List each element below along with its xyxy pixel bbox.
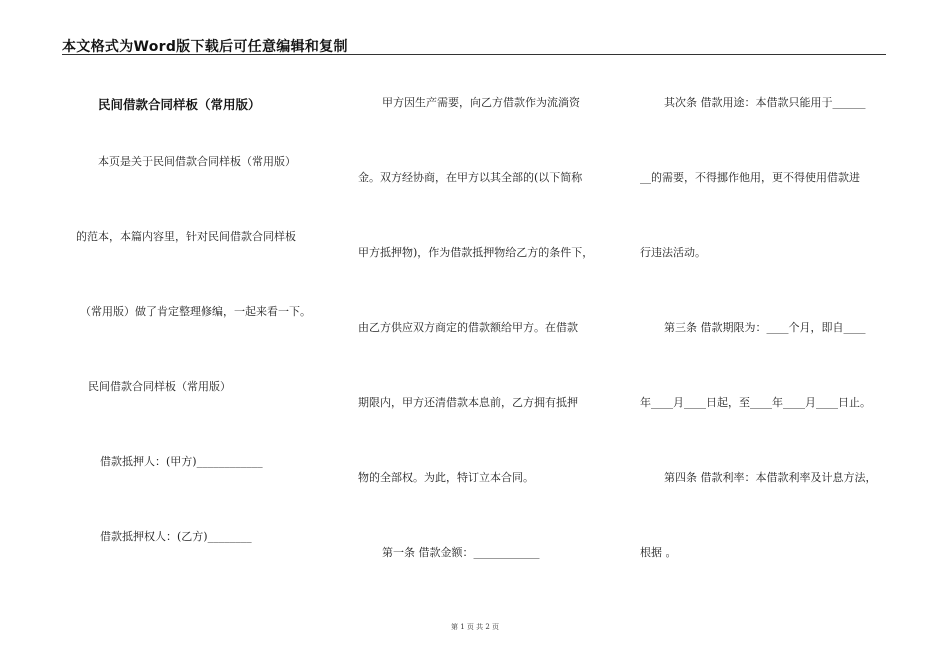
text-line: 的范本，本篇内容里，针对民间借款合同样板 bbox=[76, 230, 296, 243]
text-line: 第四条 借款利率：本借款利率及计息方法， bbox=[664, 471, 877, 484]
text-line: 由乙方供应双方商定的借款额给甲方。在借款 bbox=[358, 321, 578, 334]
text-line: 金。双方经协商，在甲方以其全部的(以下简称 bbox=[358, 171, 583, 184]
text-line: 本页是关于民间借款合同样板（常用版） bbox=[98, 155, 296, 168]
text-line: 甲方抵押物)，作为借款抵押物给乙方的条件下， bbox=[358, 246, 594, 259]
header-divider bbox=[62, 54, 886, 55]
text-line: 甲方因生产需要，向乙方借款作为流淌资 bbox=[382, 96, 580, 109]
document-header: 本文格式为Word版下载后可任意编辑和复制 bbox=[62, 39, 348, 55]
section-heading: 民间借款合同样板（常用版） bbox=[88, 380, 231, 393]
text-line: __的需要，不得挪作他用，更不得使用借款进 bbox=[640, 171, 860, 184]
text-column-3 bbox=[640, 90, 890, 570]
borrower-field: 借款抵押人：(甲方)____________ bbox=[100, 455, 263, 468]
text-line: （常用版）做了肯定整理修编，一起来看一下。 bbox=[80, 305, 311, 318]
loan-date-field: 年____月____日起，至____年____月____日止。 bbox=[640, 396, 871, 409]
text-line: 行违法活动。 bbox=[640, 246, 706, 259]
loan-amount-field: 第一条 借款金额：____________ bbox=[382, 546, 540, 559]
lender-field: 借款抵押权人：(乙方)________ bbox=[100, 530, 252, 543]
text-column-1 bbox=[62, 90, 332, 570]
text-line: 期限内，甲方还清借款本息前，乙方拥有抵押 bbox=[358, 396, 578, 409]
loan-term-field: 第三条 借款期限为：____个月，即自____ bbox=[664, 321, 866, 334]
text-line: 根据 。 bbox=[640, 546, 677, 559]
page-indicator: 第 1 页 共 2 页 bbox=[450, 623, 500, 631]
document-title: 民间借款合同样板（常用版） bbox=[98, 97, 261, 112]
text-column-2 bbox=[358, 90, 618, 570]
text-line: 其次条 借款用途：本借款只能用于______ bbox=[664, 96, 866, 109]
text-line: 物的全部权。为此，特订立本合同。 bbox=[358, 471, 534, 484]
